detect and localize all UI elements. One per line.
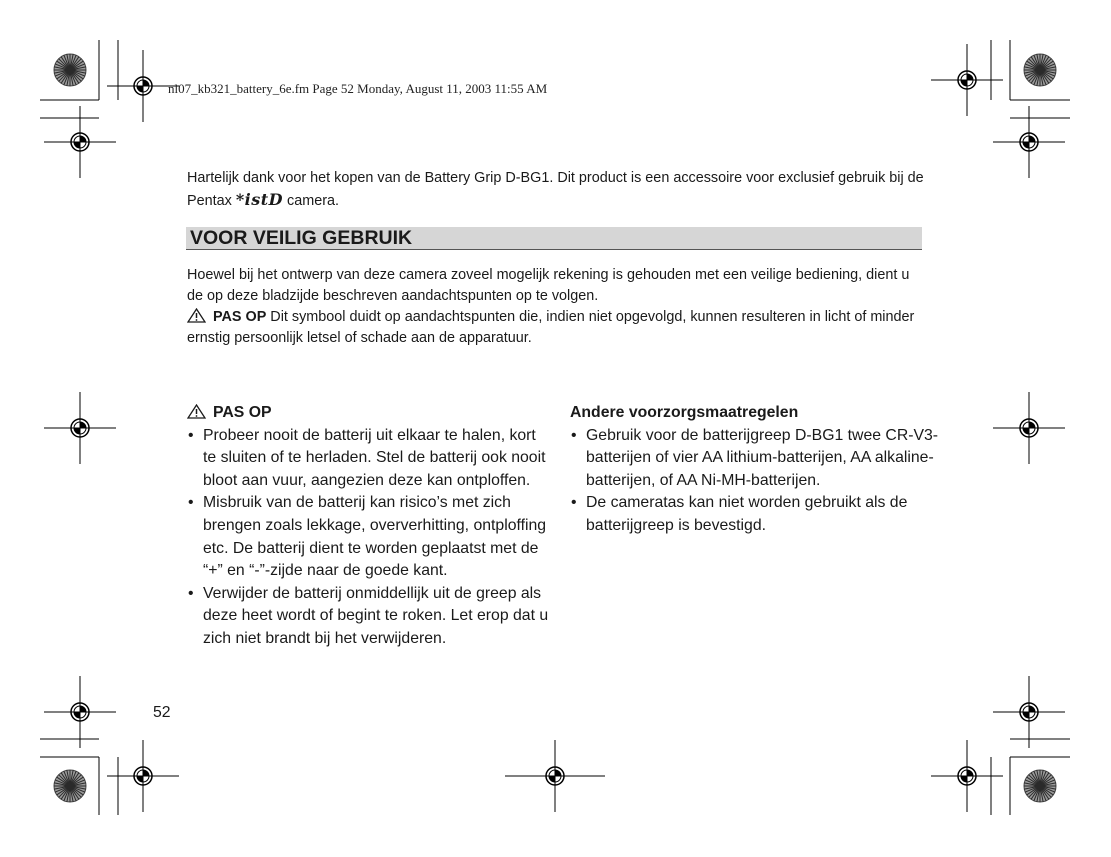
header-slug: nl07_kb321_battery_6e.fm Page 52 Monday, August 11, 2003 11:55 AM xyxy=(168,81,548,96)
safety-paragraph: Hoewel bij het ontwerp van deze camera zoveel mogelijk rekening is gehouden met een veilige bediening, dient u de op deze bladzijde beschreven aandachtspunten op te volgen. xyxy=(187,267,910,304)
registration-mark-icon xyxy=(993,676,1065,748)
color-wheel-icon xyxy=(1024,770,1056,802)
warning-triangle-icon xyxy=(187,308,206,323)
list-item: • Verwijder de batterij onmiddellijk uit de greep als deze heet wordt of begint te roken. Let erop dat u zich niet brandt bij het verwijderen. xyxy=(187,583,552,651)
warning-triangle-icon xyxy=(187,404,206,419)
registration-mark-icon xyxy=(931,44,1003,116)
registration-mark-icon xyxy=(44,676,116,748)
registration-mark-icon xyxy=(993,106,1065,178)
section-header-bar xyxy=(186,227,922,250)
page-number: 52 xyxy=(153,704,171,721)
intro-paragraph xyxy=(187,167,927,212)
intro-text-end: camera. xyxy=(283,193,340,209)
caution-list xyxy=(187,425,552,651)
precautions-column xyxy=(570,402,940,538)
caution-column xyxy=(187,402,552,651)
precautions-list xyxy=(570,425,940,538)
list-item: • Misbruik van de batterij kan risico’s met zich brengen zoals lekkage, oververhitting, ontploffing etc. De batterij dient te worden geplaatst met de “+” en “-”-zijde naar de goede kant. xyxy=(187,492,552,582)
caution-paragraph xyxy=(187,307,927,349)
caution-label: PAS OP xyxy=(213,309,267,325)
list-item: • De cameratas kan niet worden gebruikt als de batterijgreep is bevestigd. xyxy=(570,492,940,537)
intro-text: Hartelijk dank voor het kopen van de Battery Grip D-BG1. Dit product is een accessoire voor exclusief gebruik bij de Pentax xyxy=(187,170,924,209)
list-item: • Gebruik voor de batterijgreep D-BG1 twee CR-V3-batterijen of vier AA lithium-batterijen, AA alkaline-batterijen, of AA Ni-MH-batterijen. xyxy=(570,425,940,493)
color-wheel-icon xyxy=(54,54,86,86)
registration-mark-icon xyxy=(931,740,1003,812)
color-wheel-icon xyxy=(1024,54,1056,86)
precautions-heading: Andere voorzorgsmaatregelen xyxy=(570,404,799,421)
brand-logo: *istD xyxy=(235,190,284,209)
color-wheel-icon xyxy=(54,770,86,802)
caution-heading-label: PAS OP xyxy=(213,404,272,421)
registration-mark-icon xyxy=(44,106,116,178)
caution-text: Dit symbool duidt op aandachtspunten die, indien niet opgevolgd, kunnen resulteren in licht of minder ernstig persoonlijk letsel of schade aan de apparatuur. xyxy=(187,309,915,346)
registration-mark-icon xyxy=(993,392,1065,464)
section-title: VOOR VEILIG GEBRUIK xyxy=(190,227,413,249)
list-item: • Probeer nooit de batterij uit elkaar te halen, kort te sluiten of te herladen. Stel de batterij ook nooit bloot aan vuur, aangezien deze kan ontploffen. xyxy=(187,425,552,493)
safety-notice xyxy=(187,265,927,349)
caution-heading xyxy=(187,402,552,425)
registration-mark-icon xyxy=(44,392,116,464)
